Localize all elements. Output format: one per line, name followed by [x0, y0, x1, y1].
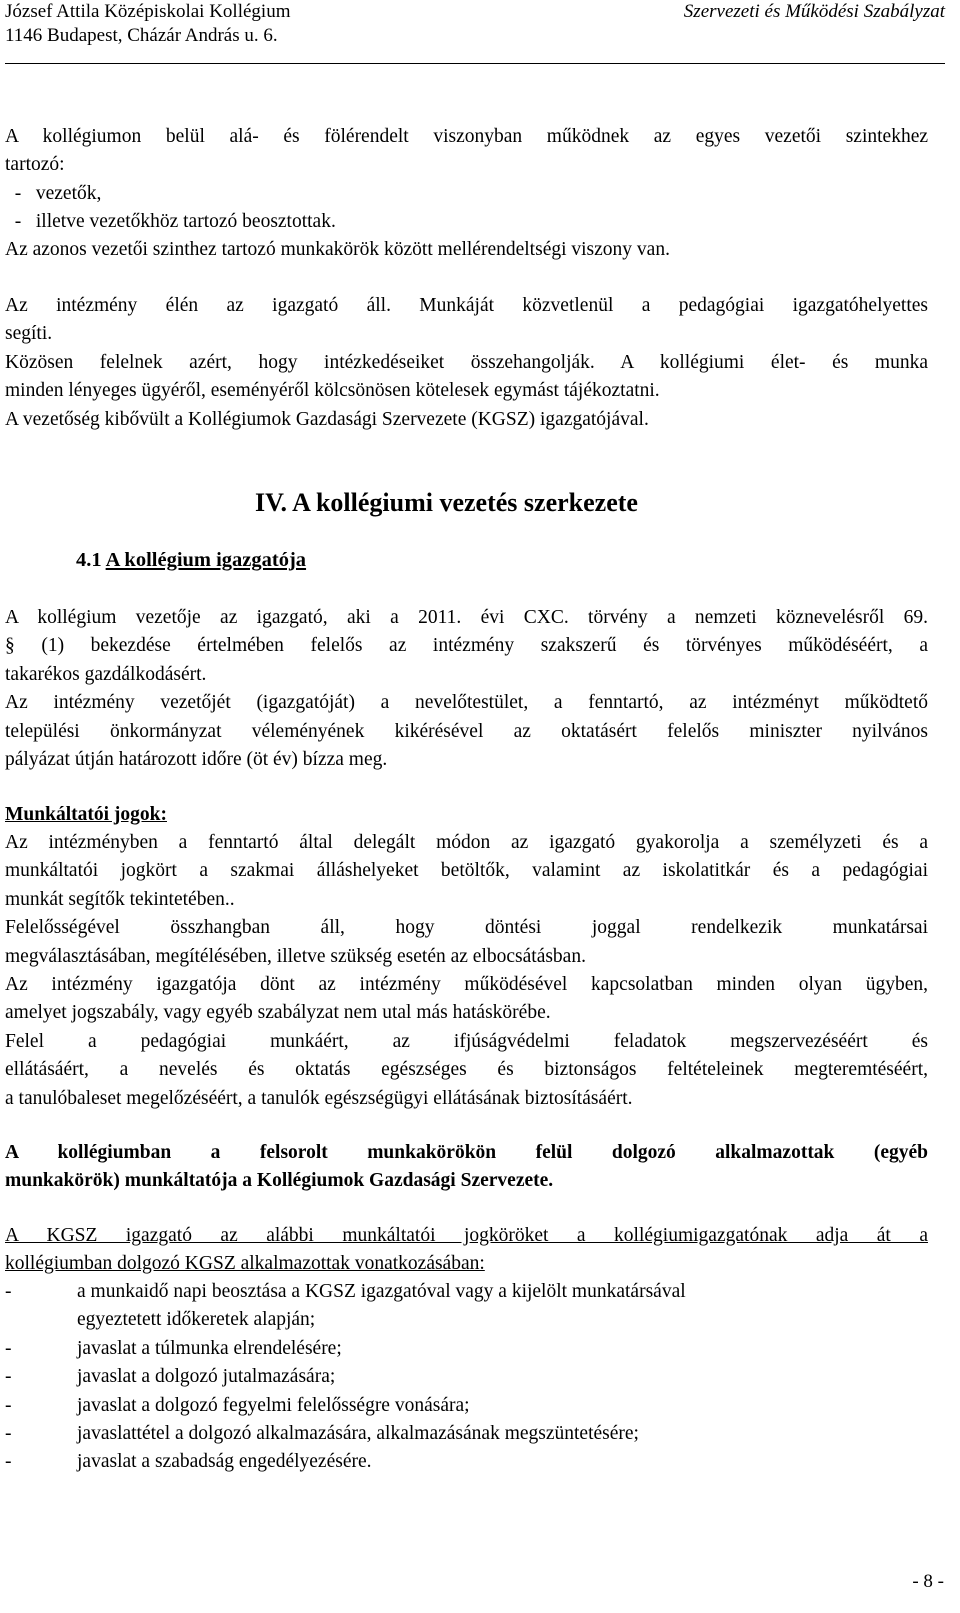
para-line: takarékos gazdálkodásért. [5, 663, 207, 685]
header-organization: József Attila Középiskolai Kollégium [5, 1, 291, 22]
list-item: - javaslattétel a dolgozó alkalmazására, alkalmazásának megszüntetésére; [5, 1423, 639, 1445]
para-line: A kollégium vezetője az igazgató, aki a 2011. évi CXC. törvény a nemzeti köznevelésről 69. [5, 607, 928, 628]
para-line: A kollégiumban a felsorolt munkakörökön felül dolgozó alkalmazottak (egyéb [5, 1142, 928, 1163]
employer-rights-title: Munkáltatói jogok: [5, 804, 167, 825]
para-line: munkát segítők tekintetében.. [5, 888, 235, 910]
intro-p3-line-5: A vezetőség kibővült a Kollégiumok Gazdasági Szervezete (KGSZ) igazgatójával. [5, 408, 649, 430]
list-item: - javaslat a dolgozó jutalmazására; [5, 1366, 336, 1388]
intro-p3-line-3: Közösen felelnek azért, hogy intézkedéseiket összehangolják. A kollégiumi élet- és munka [5, 351, 928, 373]
subsection-number: 4.1 [76, 549, 102, 571]
list-item: - javaslat a szabadság engedélyezésére. [5, 1451, 372, 1473]
intro-p3-line-1: Az intézmény élén az igazgató áll. Munkáját közvetlenül a pedagógiai igazgatóhelyettes [5, 295, 928, 316]
paragraph-kgsz-delegation [5, 1222, 928, 1279]
subsection-title: A kollégium igazgatója [105, 549, 307, 571]
para-line: munkakörök) munkáltatója a Kollégiumok Gazdasági Szervezete. [5, 1170, 554, 1192]
list-item: - javaslat a túlmunka elrendelésére; [5, 1337, 342, 1359]
para-line: munkáltatói jogkört a szakmai álláshelyeket betöltők, valamint az iskolatitkár és a pedagógiai [5, 860, 928, 882]
intro-p1-line-1: A kollégiumon belül alá- és fölérendelt viszonyban működnek az egyes vezetői szintekhez [5, 126, 928, 147]
para-line: § (1) bekezdése értelmében felelős az intézmény szakszerű és törvényes működéséért, a [5, 635, 928, 657]
paragraph-director-legal [5, 604, 928, 774]
para-line: ellátásáért, a nevelés és oktatás egészséges és biztonságos feltételeinek megteremtéséért, [5, 1059, 928, 1081]
list-item-text: a munkaidő napi beosztása a KGSZ igazgatóval vagy a kijelölt munkatársával [77, 1281, 686, 1302]
intro-paragraph-2 [5, 236, 928, 264]
intro-p3-line-4: minden lényeges ügyéről, eseményéről kölcsönösen kötelesek egymást tájékoztatni. [5, 380, 660, 402]
para-line: Az intézmény vezetőjét (igazgatóját) a nevelőtestület, a fenntartó, az intézményt működtető [5, 692, 928, 714]
para-line: pályázat útján határozott időre (öt év) bízza meg. [5, 749, 388, 771]
intro-p1-line-2: tartozó: [5, 154, 65, 176]
para-line: Felelősségével összhangban áll, hogy döntési joggal rendelkezik munkatársai [5, 917, 928, 939]
section-title: A kollégiumi vezetés szerkezete [292, 488, 638, 517]
para-line: települési önkormányzat véleményének kikérésével az oktatásért felelős miniszter nyilvános [5, 720, 928, 742]
paragraph-employer-rights [5, 829, 928, 1113]
intro-p3-line-2: segíti. [5, 323, 53, 345]
header-document-title: Szervezeti és Működési Szabályzat [683, 1, 945, 22]
para-line: A KGSZ igazgató az alábbi munkáltatói jogköröket a kollégiumigazgatónak adja át a [5, 1225, 928, 1246]
para-line: Felel a pedagógiai munkáért, az ifjúságvédelmi feladatok megszervezéséért és [5, 1030, 928, 1052]
para-line: Az intézmény igazgatója dönt az intézmény működésével kapcsolatban minden olyan ügyben, [5, 974, 928, 996]
para-line: a tanulóbaleset megelőzéséért, a tanulók egészségügyi ellátásának biztosításáért. [5, 1087, 633, 1109]
intro-list-item: - vezetők, [5, 183, 102, 204]
kgsz-rights-list [5, 1278, 928, 1477]
list-item: - a munkaidő napi beosztása a KGSZ igazgatóval vagy a kijelölt munkatársával egyeztetett időkeretek alapján; [5, 1278, 928, 1335]
section-number: IV. [255, 488, 288, 517]
paragraph-kgsz-employer [5, 1139, 928, 1196]
subsection-heading [76, 549, 306, 572]
employer-rights-heading [5, 801, 928, 829]
list-item: - javaslat a dolgozó fegyelmi felelősségre vonására; [5, 1394, 470, 1416]
intro-paragraph-1 [5, 123, 928, 180]
list-item-text: egyeztetett időkeretek alapján; [77, 1309, 316, 1331]
intro-p2-text: Az azonos vezetői szinthez tartozó munkakörök között mellérendeltségi viszony van. [5, 239, 670, 260]
header-rule [5, 63, 945, 64]
para-line: Az intézményben a fenntartó által delegált módon az igazgató gyakorolja a személyzeti és a [5, 832, 928, 853]
para-line: amelyet jogszabály, vagy egyéb szabályzat nem utal más hatáskörébe. [5, 1002, 551, 1024]
para-line: kollégiumban dolgozó KGSZ alkalmazottak vonatkozásában: [5, 1253, 485, 1275]
intro-list [5, 180, 928, 237]
header-address: 1146 Budapest, Cházár András u. 6. [5, 25, 278, 46]
intro-list-item: - illetve vezetőkhöz tartozó beosztottak. [5, 211, 336, 233]
page-number: - 8 - [912, 1571, 944, 1592]
intro-paragraph-3 [5, 292, 928, 434]
section-heading [255, 488, 638, 518]
para-line: megválasztásában, megítélésében, illetve szükség esetén az elbocsátásban. [5, 945, 586, 967]
